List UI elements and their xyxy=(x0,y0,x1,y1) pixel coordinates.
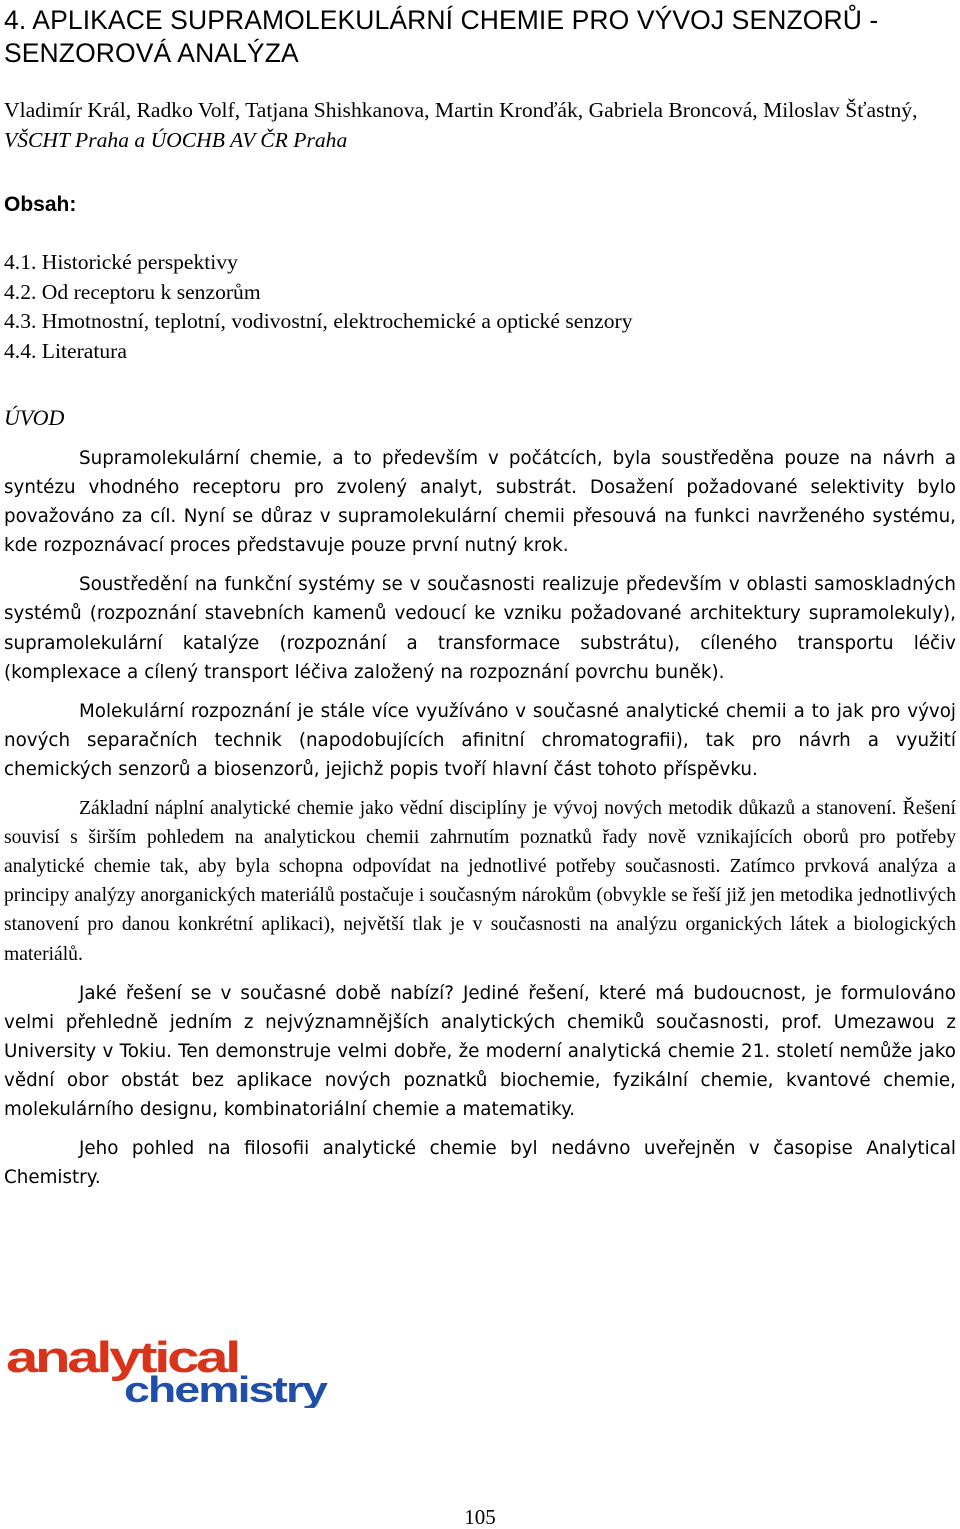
toc-item: 4.1. Historické perspektivy xyxy=(4,250,238,274)
chapter-title: 4. APLIKACE SUPRAMOLEKULÁRNÍ CHEMIE PRO VÝVOJ SENZORŮ - SENZOROVÁ ANALÝZA xyxy=(4,5,879,68)
paragraph: Jaké řešení se v současné době nabízí? Jediné řešení, které má budoucnost, je formulováno velmi přehledně jedním z nejvýznamnějších analytických chemiků současnosti, prof. Umezawou z University v Tokiu. Ten demonstruje velmi dobře, že moderní analytická chemie 21. století nemůže jako vědní obor obstát bez aplikace nových poznatků biochemie, fyzikální chemie, kvantové chemie, molekulárního designu, kombinatoriální chemie a matematiky. xyxy=(4,982,956,1120)
toc-heading: Obsah: xyxy=(4,193,77,216)
toc-item: 4.2. Od receptoru k senzorům xyxy=(4,279,261,304)
toc-item: 4.3. Hmotnostní, teplotní, vodivostní, elektrochemické a optické senzory xyxy=(4,309,633,333)
logo-text-analytical: analytical xyxy=(6,1336,239,1382)
paragraph: Soustředění na funkční systémy se v současnosti realizuje především v oblasti samoskladných systémů (rozpoznání stavebních kamenů vedoucí ke vzniku požadované architektury supramolekuly), supramolekulární katalýze (rozpoznání a transformace substrátu), cíleného transportu léčiv (komplexace a cílený transport léčiva založený na rozpoznání povrchu buněk). xyxy=(4,574,956,683)
toc-item: 4.4. Literatura xyxy=(4,338,127,363)
analytical-chemistry-logo xyxy=(6,1336,336,1413)
authors-block xyxy=(4,95,956,155)
author-affiliation: VŠCHT Praha a ÚOCHB AV ČR Praha xyxy=(4,128,348,152)
paragraph: Základní náplní analytické chemie jako vědní disciplíny je vývoj nových metodik důkazů a stanovení. Řešení souvisí s širším pohledem na analytickou chemii zahrnutím poznatků řady nově vznikajících oborů pro potřeby analytické chemie tak, aby byla schopna odpovídat na jednotlivé potřeby současnosti. Zatímco prvková analýza a principy analýzy anorganických materiálů postačuje i současným nárokům (obvykle se řeší již jen metodika jednotlivých stanovení pro danou konkrétní aplikaci), největší tlak je v současnosti na analýzu organických látek a biologických materiálů. xyxy=(4,798,956,965)
paragraph: Jeho pohled na filosofii analytické chemie byl nedávno uveřejněn v časopise Analytical Chemistry. xyxy=(4,1138,956,1189)
journal-logo-graphic xyxy=(6,1336,336,1408)
page-number: 105 xyxy=(464,1505,496,1529)
paragraph: Molekulární rozpoznání je stále více využíváno v současné analytické chemii a to jak pro vývoj nových separačních technik (napodobujících afinitní chromatografii), tak pro návrh a využití chemických senzorů a biosenzorů, jejichž popis tvoří hlavní část tohoto příspěvku. xyxy=(4,700,956,780)
section-heading-uvod: ÚVOD xyxy=(4,405,65,430)
logo-text-chemistry: chemistry xyxy=(124,1369,328,1408)
body-text xyxy=(4,444,956,1202)
table-of-contents xyxy=(4,248,633,366)
paragraph: Supramolekulární chemie, a to především v počátcích, byla soustředěna pouze na návrh a syntézu vhodného receptoru pro zvolený analyt, substrát. Dosažení požadované selektivity bylo považováno za cíl. Nyní se důraz v supramolekulární chemii přesouvá na funkci navrženého systému, kde rozpoznávací proces představuje pouze první nutný krok. xyxy=(4,448,956,557)
author-names: Vladimír Král, Radko Volf, Tatjana Shishkanova, Martin Kronďák, Gabriela Broncová, Miloslav Šťastný, xyxy=(4,98,918,122)
